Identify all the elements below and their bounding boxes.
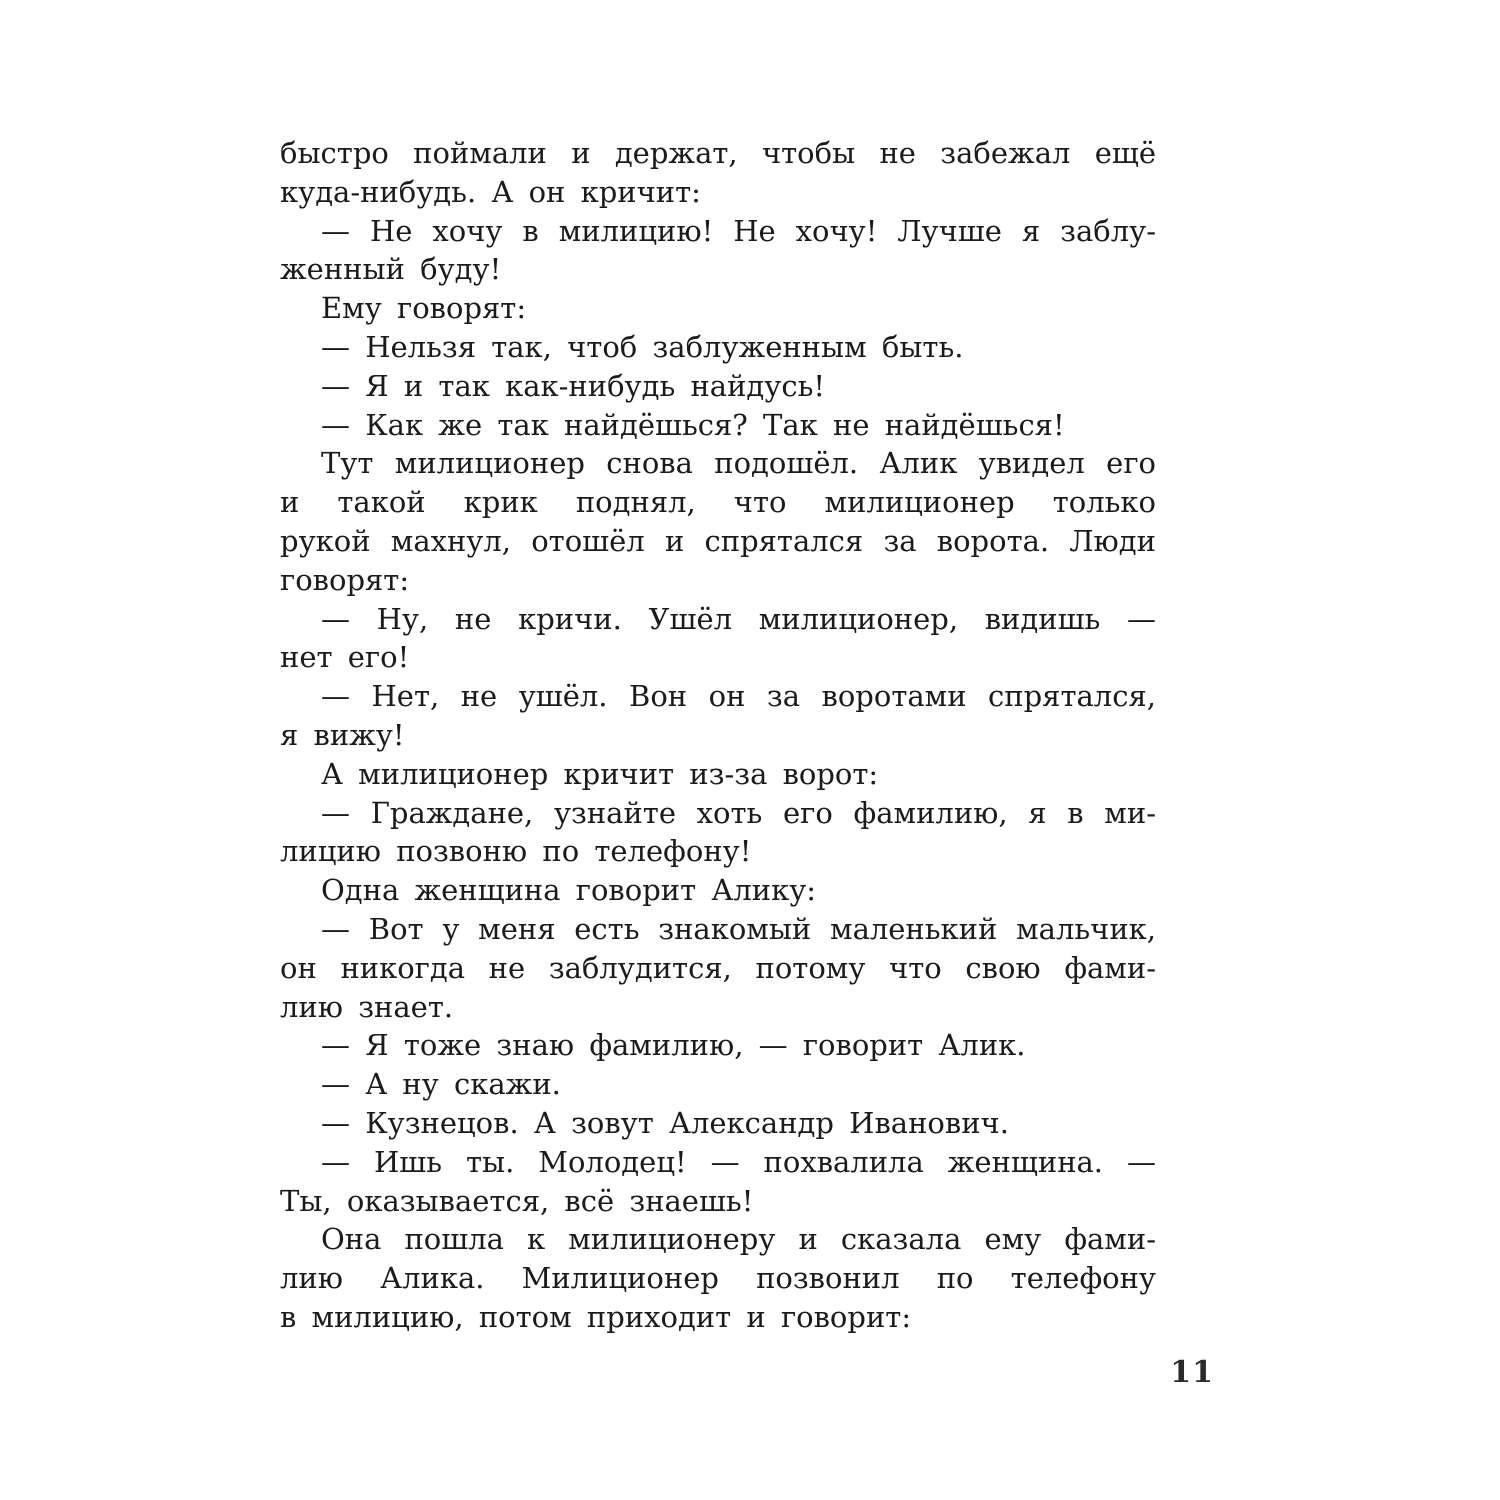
text-line: лицию позвоню по телефону! xyxy=(280,834,752,869)
text-line: — Я и так как-нибудь найдусь! xyxy=(321,368,826,403)
text-line: лию Алика. Милиционер позвонил по телефону xyxy=(280,1261,1156,1296)
text-line: — Вот у меня есть знакомый маленький мальчик, xyxy=(321,911,1156,946)
text-line: — Не хочу в милицию! Не хочу! Лучше я заблу- xyxy=(321,213,1156,248)
text-line: Тут милиционер снова подошёл. Алик увидел его xyxy=(321,446,1156,481)
text-line: нет его! xyxy=(280,640,410,675)
text-line: и такой крик поднял, что милиционер только xyxy=(280,485,1156,520)
text-line: — Я тоже знаю фамилию, — говорит Алик. xyxy=(321,1028,1026,1063)
text-line: — Кузнецов. А зовут Александр Иванович. xyxy=(321,1105,1009,1140)
text-line: куда-нибудь. А он кричит: xyxy=(280,174,701,209)
text-line: в милицию, потом приходит и говорит: xyxy=(280,1299,912,1334)
text-line: Ему говорят: xyxy=(321,291,527,326)
body-text xyxy=(280,134,1156,1337)
text-line: рукой махнул, отошёл и спрятался за ворота. Люди xyxy=(280,523,1156,558)
text-line: я вижу! xyxy=(280,717,405,752)
page-number: 11 xyxy=(1170,1355,1214,1390)
text-line: — А ну скажи. xyxy=(321,1067,561,1102)
text-line: говорят: xyxy=(280,562,410,597)
text-line: — Граждане, узнайте хоть его фамилию, я в ми- xyxy=(321,795,1156,830)
text-line: женный буду! xyxy=(280,252,502,287)
text-line: — Нельзя так, чтоб заблуженным быть. xyxy=(321,329,964,364)
text-line: быстро поймали и держат, чтобы не забежал ещё xyxy=(280,136,1156,170)
text-line: — Ишь ты. Молодец! — похвалила женщина. — xyxy=(321,1144,1156,1179)
text-line: — Нет, не ушёл. Вон он за воротами спрятался, xyxy=(321,679,1156,714)
text-line: — Ну, не кричи. Ушёл милиционер, видишь — xyxy=(321,601,1156,636)
text-line: Она пошла к милиционеру и сказала ему фами- xyxy=(321,1222,1156,1257)
text-line: Ты, оказывается, всё знаешь! xyxy=(280,1183,754,1218)
text-line: Одна женщина говорит Алику: xyxy=(321,873,817,908)
text-line: А милиционер кричит из-за ворот: xyxy=(321,756,879,791)
text-line: — Как же так найдёшься? Так не найдёшься! xyxy=(321,407,1065,442)
text-line: лию знает. xyxy=(280,989,454,1024)
text-line: он никогда не заблудится, потому что свою фами- xyxy=(280,950,1156,985)
